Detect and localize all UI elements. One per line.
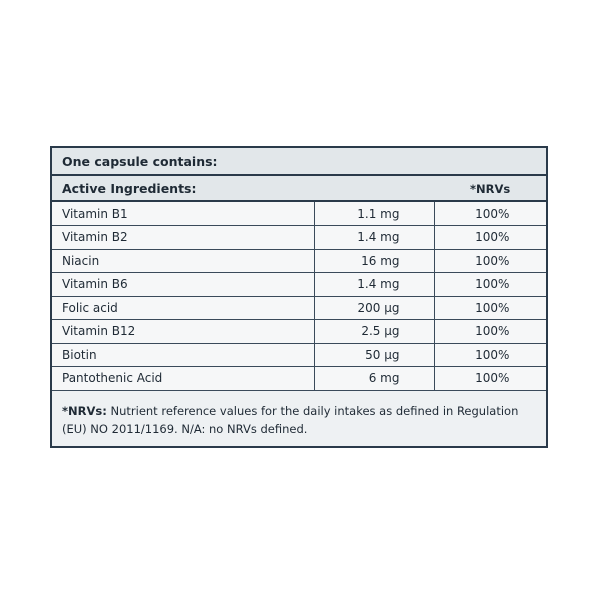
ingredient-nrv: 100% [434,367,546,391]
ingredient-nrv: 100% [434,296,546,320]
ingredient-nrv: 100% [434,273,546,297]
ingredient-name: Niacin [52,249,314,273]
ingredient-name: Vitamin B1 [52,202,314,226]
ingredient-nrv: 100% [434,343,546,367]
ingredient-amount: 50 µg [314,343,434,367]
table-row [52,226,546,250]
ingredient-nrv: 100% [434,249,546,273]
ingredient-amount: 6 mg [314,367,434,391]
table-row [52,343,546,367]
ingredient-amount: 200 µg [314,296,434,320]
contains-heading-text: One capsule contains: [62,154,218,169]
ingredient-name: Vitamin B6 [52,273,314,297]
supplement-facts-panel [50,146,548,448]
table-row [52,367,546,391]
nrv-footnote [62,402,540,438]
table-row [52,202,546,226]
ingredient-nrv: 100% [434,226,546,250]
ingredient-name: Folic acid [52,296,314,320]
footnote-text: Nutrient reference values for the daily intakes as defined in Regulation (EU) NO 2011/1169. N/A: no NRVs defined. [62,404,519,436]
ingredient-name: Vitamin B12 [52,320,314,344]
ingredient-amount: 2.5 µg [314,320,434,344]
nrv-column-heading: *NRVs [470,182,511,196]
active-ingredients-header [52,176,546,202]
ingredient-name: Pantothenic Acid [52,367,314,391]
ingredient-amount: 1.4 mg [314,226,434,250]
table-row [52,273,546,297]
ingredient-amount: 16 mg [314,249,434,273]
ingredient-amount: 1.4 mg [314,273,434,297]
footnote-key: *NRVs: [62,404,107,418]
table-row [52,320,546,344]
ingredients-table [52,202,546,391]
table-row [52,249,546,273]
active-ingredients-heading: Active Ingredients: [62,181,197,196]
ingredient-name: Vitamin B2 [52,226,314,250]
ingredient-nrv: 100% [434,320,546,344]
table-row [52,296,546,320]
ingredient-amount: 1.1 mg [314,202,434,226]
ingredient-nrv: 100% [434,202,546,226]
ingredient-name: Biotin [52,343,314,367]
contains-heading [52,148,546,176]
